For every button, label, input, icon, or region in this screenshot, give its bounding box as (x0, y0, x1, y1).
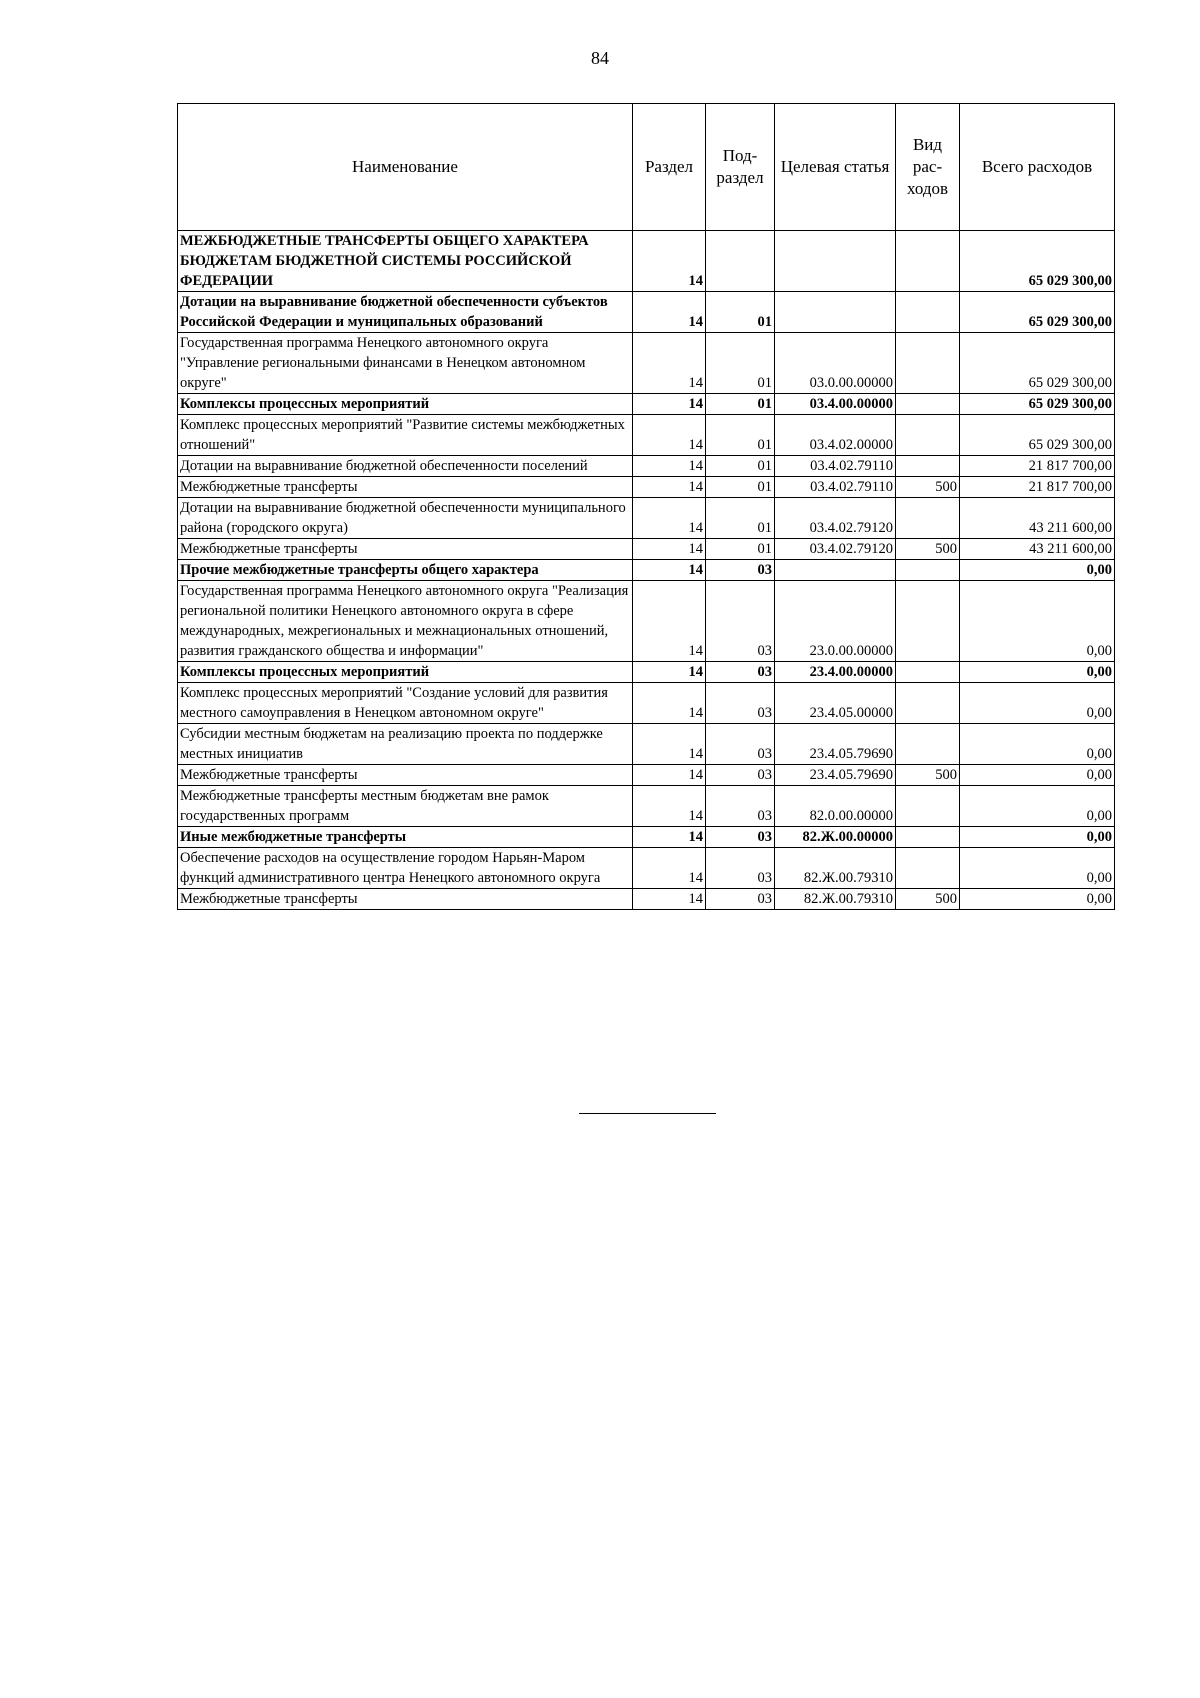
cell-name: Прочие межбюджетные трансферты общего характера (178, 560, 633, 581)
cell-name: Дотации на выравнивание бюджетной обеспеченности муниципального района (городского округа) (178, 498, 633, 539)
cell-target-article (775, 292, 896, 333)
cell-expense-type (896, 683, 960, 724)
cell-subsection (706, 231, 775, 292)
cell-total: 0,00 (960, 683, 1115, 724)
cell-total: 0,00 (960, 765, 1115, 786)
cell-name: Комплекс процессных мероприятий "Создание условий для развития местного самоуправления в Ненецком автономном округе" (178, 683, 633, 724)
cell-subsection: 01 (706, 539, 775, 560)
table-row (178, 889, 1115, 910)
table-row (178, 333, 1115, 394)
cell-section: 14 (633, 765, 706, 786)
table-row (178, 560, 1115, 581)
cell-target-article (775, 560, 896, 581)
cell-total: 0,00 (960, 581, 1115, 662)
cell-name: Межбюджетные трансферты (178, 765, 633, 786)
cell-total: 65 029 300,00 (960, 292, 1115, 333)
cell-total: 65 029 300,00 (960, 333, 1115, 394)
cell-expense-type: 500 (896, 889, 960, 910)
cell-subsection: 03 (706, 765, 775, 786)
table-header-row (178, 104, 1115, 231)
cell-expense-type (896, 827, 960, 848)
cell-name: Комплекс процессных мероприятий "Развитие системы межбюджетных отношений" (178, 415, 633, 456)
cell-target-article: 23.4.00.00000 (775, 662, 896, 683)
page-number: 84 (591, 48, 609, 68)
cell-name: Государственная программа Ненецкого автономного округа "Реализация региональной политики Ненецкого автономного округа в сфере международных, межрегиональных и межнациональных отношений, развития гражданского общества и информации" (178, 581, 633, 662)
cell-section: 14 (633, 498, 706, 539)
table-row (178, 581, 1115, 662)
cell-target-article: 23.4.05.79690 (775, 724, 896, 765)
cell-target-article: 82.Ж.00.00000 (775, 827, 896, 848)
table-row (178, 231, 1115, 292)
cell-section: 14 (633, 560, 706, 581)
cell-section: 14 (633, 477, 706, 498)
cell-section: 14 (633, 786, 706, 827)
cell-total: 65 029 300,00 (960, 231, 1115, 292)
cell-section: 14 (633, 539, 706, 560)
cell-name: Дотации на выравнивание бюджетной обеспеченности поселений (178, 456, 633, 477)
cell-target-article: 03.4.02.00000 (775, 415, 896, 456)
cell-target-article: 82.Ж.00.79310 (775, 889, 896, 910)
cell-name: Субсидии местным бюджетам на реализацию проекта по поддержке местных инициатив (178, 724, 633, 765)
cell-section: 14 (633, 683, 706, 724)
cell-total: 43 211 600,00 (960, 539, 1115, 560)
cell-expense-type (896, 415, 960, 456)
cell-expense-type: 500 (896, 477, 960, 498)
cell-name: Межбюджетные трансферты (178, 889, 633, 910)
cell-expense-type (896, 786, 960, 827)
cell-subsection: 03 (706, 581, 775, 662)
cell-total: 0,00 (960, 786, 1115, 827)
cell-name: Обеспечение расходов на осуществление городом Нарьян-Маром функций административного центра Ненецкого автономного округа (178, 848, 633, 889)
cell-expense-type (896, 333, 960, 394)
cell-section: 14 (633, 231, 706, 292)
cell-name: Дотации на выравнивание бюджетной обеспеченности субъектов Российской Федерации и муниципальных образований (178, 292, 633, 333)
header-name: Наименование (178, 104, 633, 231)
cell-target-article: 03.4.02.79110 (775, 456, 896, 477)
cell-expense-type: 500 (896, 765, 960, 786)
table-row (178, 683, 1115, 724)
cell-section: 14 (633, 848, 706, 889)
cell-total: 21 817 700,00 (960, 456, 1115, 477)
cell-name: Иные межбюджетные трансферты (178, 827, 633, 848)
cell-name: Комплексы процессных мероприятий (178, 662, 633, 683)
cell-target-article: 82.Ж.00.79310 (775, 848, 896, 889)
header-total: Всего расходов (960, 104, 1115, 231)
table-row (178, 765, 1115, 786)
table-body (178, 231, 1115, 910)
cell-expense-type (896, 456, 960, 477)
cell-section: 14 (633, 889, 706, 910)
cell-name: Межбюджетные трансферты (178, 477, 633, 498)
cell-section: 14 (633, 415, 706, 456)
cell-subsection: 01 (706, 477, 775, 498)
cell-target-article: 03.0.00.00000 (775, 333, 896, 394)
cell-subsection: 03 (706, 560, 775, 581)
cell-subsection: 03 (706, 662, 775, 683)
cell-name: МЕЖБЮДЖЕТНЫЕ ТРАНСФЕРТЫ ОБЩЕГО ХАРАКТЕРА БЮДЖЕТАМ БЮДЖЕТНОЙ СИСТЕМЫ РОССИЙСКОЙ ФЕДЕРАЦИИ (178, 231, 633, 292)
header-subsection: Под-раздел (706, 104, 775, 231)
cell-total: 21 817 700,00 (960, 477, 1115, 498)
cell-section: 14 (633, 292, 706, 333)
cell-target-article: 23.0.00.00000 (775, 581, 896, 662)
table-row (178, 498, 1115, 539)
cell-name: Межбюджетные трансферты местным бюджетам вне рамок государственных программ (178, 786, 633, 827)
cell-subsection: 01 (706, 415, 775, 456)
cell-subsection: 03 (706, 889, 775, 910)
table-row (178, 394, 1115, 415)
table-row (178, 662, 1115, 683)
cell-section: 14 (633, 456, 706, 477)
cell-expense-type (896, 231, 960, 292)
cell-target-article: 03.4.02.79120 (775, 498, 896, 539)
cell-section: 14 (633, 724, 706, 765)
cell-subsection: 01 (706, 333, 775, 394)
cell-total: 0,00 (960, 724, 1115, 765)
cell-expense-type (896, 498, 960, 539)
cell-expense-type (896, 662, 960, 683)
cell-total: 0,00 (960, 889, 1115, 910)
cell-name: Государственная программа Ненецкого автономного округа "Управление региональными финансами в Ненецком автономном округе" (178, 333, 633, 394)
footer-divider (579, 1113, 716, 1114)
cell-name: Межбюджетные трансферты (178, 539, 633, 560)
cell-expense-type: 500 (896, 539, 960, 560)
cell-subsection: 03 (706, 786, 775, 827)
table-row (178, 456, 1115, 477)
cell-section: 14 (633, 394, 706, 415)
cell-expense-type (896, 394, 960, 415)
table-row (178, 786, 1115, 827)
cell-total: 65 029 300,00 (960, 415, 1115, 456)
cell-subsection: 01 (706, 456, 775, 477)
cell-section: 14 (633, 581, 706, 662)
cell-target-article: 03.4.00.00000 (775, 394, 896, 415)
header-expense-type: Вид рас-ходов (896, 104, 960, 231)
cell-expense-type (896, 560, 960, 581)
table-row (178, 292, 1115, 333)
cell-total: 0,00 (960, 848, 1115, 889)
table-row (178, 827, 1115, 848)
cell-subsection: 01 (706, 394, 775, 415)
cell-target-article: 23.4.05.79690 (775, 765, 896, 786)
cell-total: 43 211 600,00 (960, 498, 1115, 539)
table-row (178, 477, 1115, 498)
cell-target-article: 82.0.00.00000 (775, 786, 896, 827)
cell-expense-type (896, 724, 960, 765)
table-row (178, 848, 1115, 889)
cell-expense-type (896, 848, 960, 889)
cell-subsection: 01 (706, 292, 775, 333)
cell-subsection: 03 (706, 724, 775, 765)
cell-subsection: 03 (706, 827, 775, 848)
table-row (178, 724, 1115, 765)
cell-target-article: 03.4.02.79120 (775, 539, 896, 560)
cell-section: 14 (633, 333, 706, 394)
budget-table (177, 103, 1115, 910)
cell-target-article: 23.4.05.00000 (775, 683, 896, 724)
header-target-article: Целевая статья (775, 104, 896, 231)
table-row (178, 539, 1115, 560)
cell-subsection: 03 (706, 683, 775, 724)
cell-total: 0,00 (960, 827, 1115, 848)
cell-section: 14 (633, 662, 706, 683)
cell-total: 0,00 (960, 662, 1115, 683)
cell-section: 14 (633, 827, 706, 848)
cell-expense-type (896, 292, 960, 333)
cell-total: 0,00 (960, 560, 1115, 581)
header-section: Раздел (633, 104, 706, 231)
cell-total: 65 029 300,00 (960, 394, 1115, 415)
cell-expense-type (896, 581, 960, 662)
cell-subsection: 03 (706, 848, 775, 889)
table-row (178, 415, 1115, 456)
cell-subsection: 01 (706, 498, 775, 539)
cell-name: Комплексы процессных мероприятий (178, 394, 633, 415)
cell-target-article: 03.4.02.79110 (775, 477, 896, 498)
cell-target-article (775, 231, 896, 292)
